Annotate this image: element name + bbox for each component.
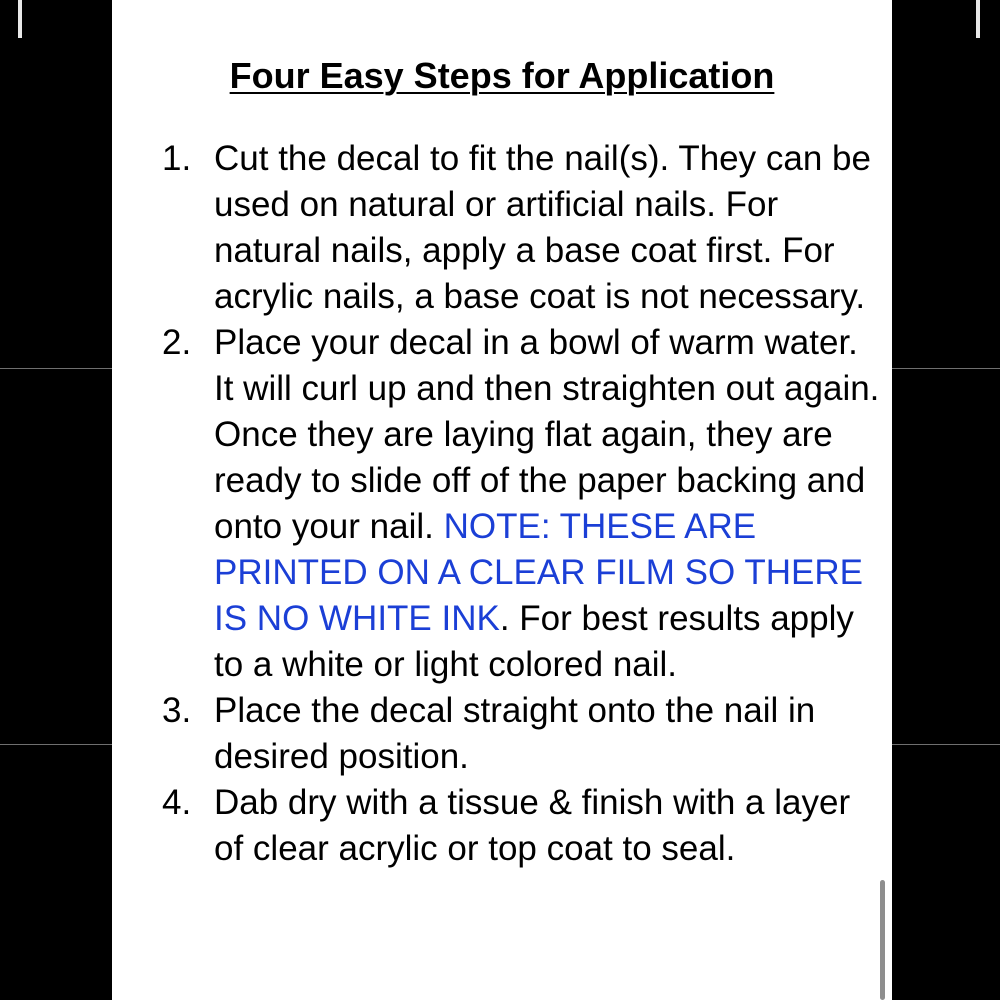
step-text: Dab dry with a tissue & finish with a layer of clear acrylic or top coat to seal. bbox=[214, 783, 851, 868]
divider-line bbox=[0, 368, 112, 369]
list-item bbox=[162, 780, 882, 872]
divider-line bbox=[0, 744, 112, 745]
divider-line bbox=[892, 368, 1000, 369]
edge-mark bbox=[976, 0, 980, 38]
step-number: 1. bbox=[162, 139, 192, 178]
list-item bbox=[162, 136, 882, 320]
page-title: Four Easy Steps for Application bbox=[229, 55, 775, 96]
scrollbar[interactable] bbox=[880, 880, 885, 1000]
document-page bbox=[112, 0, 892, 1000]
note-text: NOTE: THESE ARE PRINTED ON A CLEAR FILM SO THERE IS NO WHITE INK bbox=[214, 507, 863, 638]
step-text: . For best results apply to a white or light colored nail. bbox=[214, 599, 854, 684]
step-text: Place your decal in a bowl of warm water. It will curl up and then straighten out again. Once they are laying flat again, they are ready to slide off of the paper backing and onto your nail. bbox=[214, 323, 880, 546]
steps-list bbox=[162, 136, 882, 872]
step-number: 2. bbox=[162, 323, 192, 362]
edge-mark bbox=[18, 0, 22, 38]
list-item bbox=[162, 688, 882, 780]
step-number: 4. bbox=[162, 783, 192, 822]
list-item bbox=[162, 320, 882, 688]
divider-line bbox=[892, 744, 1000, 745]
step-number: 3. bbox=[162, 691, 192, 730]
step-text: Cut the decal to fit the nail(s). They can be used on natural or artificial nails. For natural nails, apply a base coat first. For acrylic nails, a base coat is not necessary. bbox=[214, 139, 871, 316]
step-text: Place the decal straight onto the nail in desired position. bbox=[214, 691, 816, 776]
